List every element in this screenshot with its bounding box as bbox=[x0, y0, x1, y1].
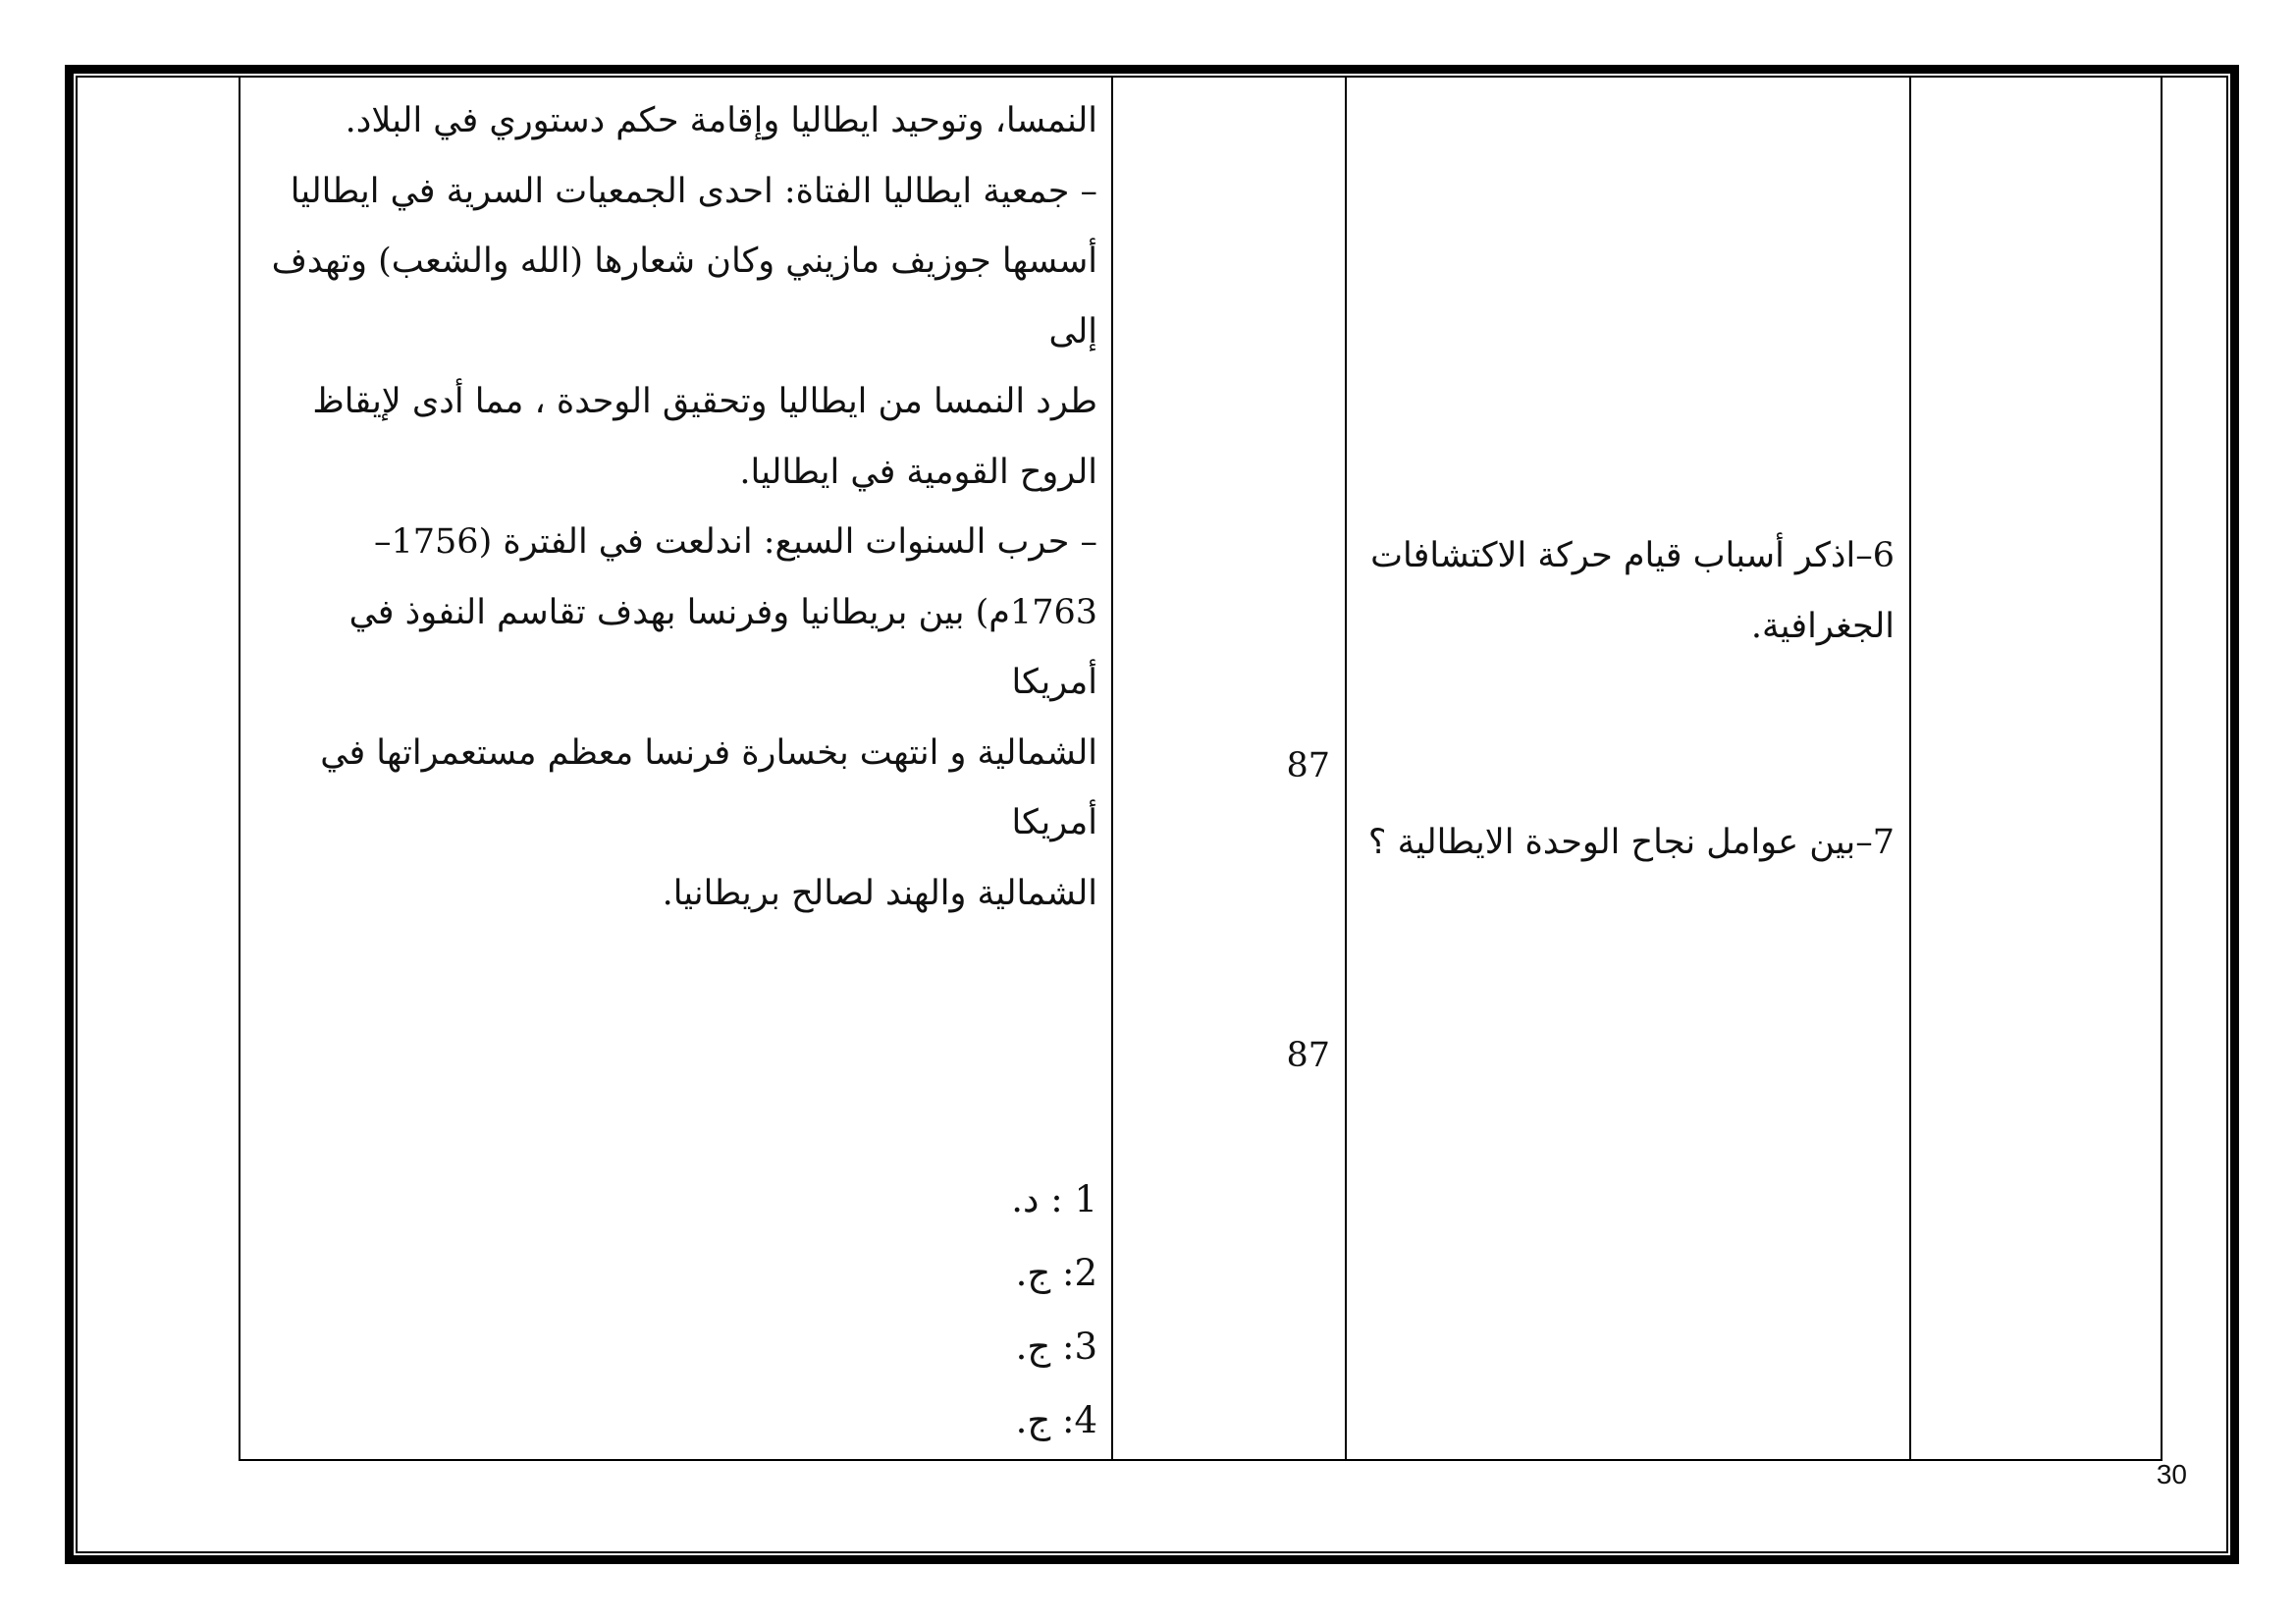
question-6 bbox=[1355, 521, 1895, 662]
page-number: 30 bbox=[2156, 1459, 2187, 1489]
choice-answer-1: 1 : د. bbox=[1011, 1178, 1097, 1220]
answer-line: 1763م) بين بريطانيا وفرنسا بهدف تقاسم النفوذ في أمريكا bbox=[348, 592, 1097, 702]
table-line-question-right bbox=[1909, 76, 1911, 1461]
answer-line: – جمعية ايطاليا الفتاة: احدى الجمعيات السرية في ايطاليا bbox=[290, 171, 1097, 211]
table-line-bottom bbox=[239, 1459, 2163, 1461]
answer-column bbox=[265, 86, 1097, 929]
answer-line: الشمالية و انتهت بخسارة فرنسا معظم مستعمراتها في أمريكا bbox=[320, 732, 1097, 842]
answer-line: الشمالية والهند لصالح بريطانيا. bbox=[662, 873, 1097, 913]
table-line-page-right bbox=[1345, 76, 1347, 1461]
answer-line: – حرب السنوات السبع: اندلعت في الفترة (1756– bbox=[374, 522, 1097, 562]
page-ref-2: 87 bbox=[1286, 1036, 1330, 1075]
table-line-left bbox=[239, 76, 240, 1461]
choice-answer-4: 4: ج. bbox=[1015, 1399, 1097, 1441]
answer-line: طرد النمسا من ايطاليا وتحقيق الوحدة ، مما أدى لإيقاظ bbox=[312, 382, 1097, 421]
choice-answer-2: 2: ج. bbox=[1015, 1252, 1097, 1294]
table-line-answer-right bbox=[1111, 76, 1113, 1461]
answer-line: النمسا، وتوحيد ايطاليا وإقامة حكم دستوري في البلاد. bbox=[345, 101, 1097, 140]
question-6-line: 6–اذكر أسباب قيام حركة الاكتشافات bbox=[1370, 536, 1895, 575]
answer-line: الروح القومية في ايطاليا. bbox=[739, 452, 1097, 492]
answer-line: أسسها جوزيف مازيني وكان شعارها (الله والشعب) وتهدف إلى bbox=[271, 242, 1097, 352]
question-7: 7–بين عوامل نجاح الوحدة الايطالية ؟ bbox=[1367, 823, 1895, 862]
choice-answer-3: 3: ج. bbox=[1015, 1326, 1097, 1368]
page-ref-1: 87 bbox=[1286, 746, 1330, 785]
table-line-right bbox=[2161, 76, 2163, 1461]
question-6-line: الجغرافية. bbox=[1750, 606, 1895, 646]
